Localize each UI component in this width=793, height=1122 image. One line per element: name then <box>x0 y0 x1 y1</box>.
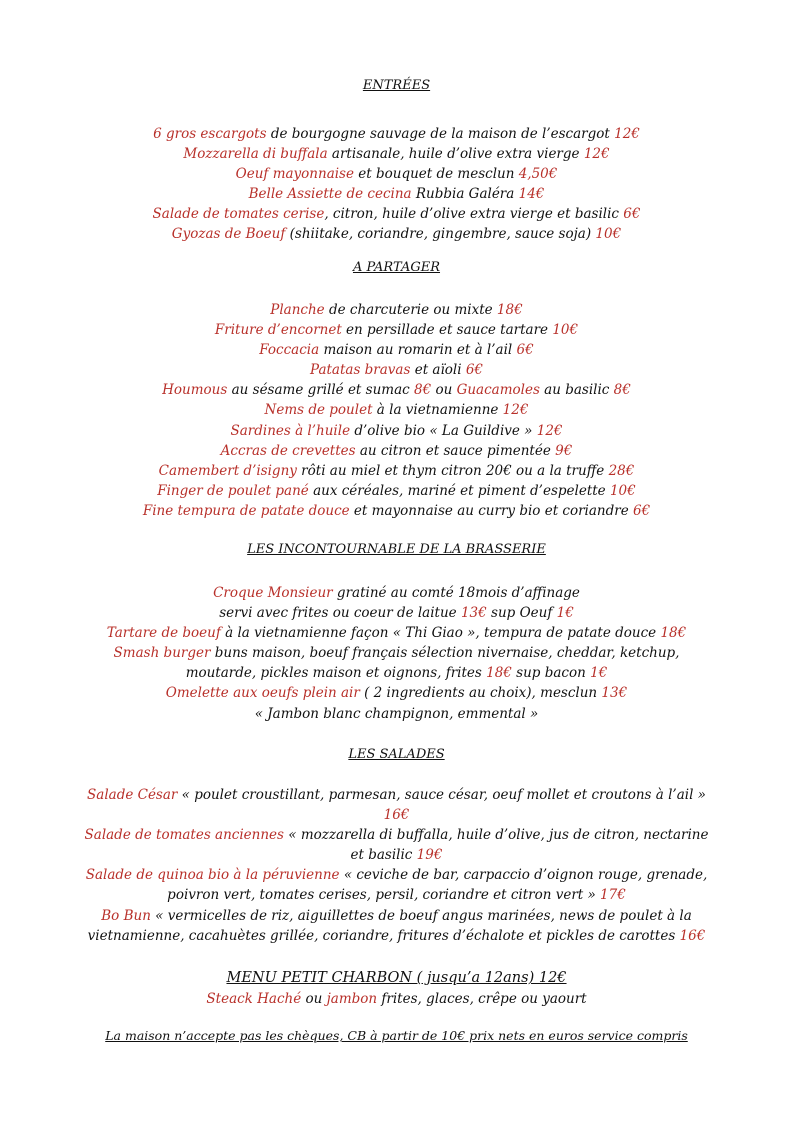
menu-line <box>0 885 793 905</box>
menu-highlight-text: 10€ <box>552 322 579 339</box>
menu-highlight-text: Salade de quinoa bio à la péruvienne <box>85 867 340 884</box>
menu-line <box>0 224 793 244</box>
menu-highlight-text: 28€ <box>608 462 635 479</box>
menu-highlight-text: Foccacia <box>259 342 320 359</box>
menu-text: au basilic <box>539 382 614 399</box>
menu-text: Rubbia Galéra <box>411 186 519 203</box>
menu-line <box>0 320 793 340</box>
section-partager <box>0 258 793 521</box>
menu-text: sup Oeuf <box>486 605 557 622</box>
menu-highlight-text: Nems de poulet <box>264 402 373 419</box>
section-incontournables <box>0 540 793 724</box>
menu-highlight-text: Fine tempura de patate douce <box>142 502 350 519</box>
menu-highlight-text: Accras de crevettes <box>220 442 356 459</box>
menu-line <box>0 380 793 400</box>
menu-line <box>0 441 793 461</box>
menu-highlight-text: Steack Haché <box>206 991 302 1007</box>
menu-text: aux céréales, mariné et piment d’espelette <box>308 482 610 499</box>
menu-line <box>0 400 793 420</box>
menu-highlight-text: 8€ <box>613 382 631 399</box>
menu-line <box>0 805 793 825</box>
section-entrees <box>0 76 793 245</box>
menu-line <box>0 164 793 184</box>
menu-line <box>0 204 793 224</box>
menu-highlight-text: 10€ <box>595 226 622 243</box>
menu-enfant-title: MENU PETIT CHARBON ( jusqu’a 12ans) 12€ <box>226 970 567 986</box>
menu-text: et basilic <box>350 847 417 864</box>
partager-list <box>0 300 793 521</box>
menu-line <box>0 643 793 663</box>
menu-line <box>0 583 793 603</box>
menu-highlight-text: 16€ <box>383 807 410 824</box>
menu-text: sup bacon <box>511 665 591 682</box>
menu-line <box>0 461 793 481</box>
menu-text: au citron et sauce pimentée <box>355 442 556 459</box>
menu-highlight-text: Mozzarella di buffala <box>183 146 328 163</box>
menu-line <box>0 906 793 926</box>
menu-line <box>0 825 793 845</box>
menu-highlight-text: 13€ <box>460 605 487 622</box>
menu-text: artisanale, huile d’olive extra vierge <box>327 146 584 163</box>
menu-highlight-text: Friture d’encornet <box>214 322 342 339</box>
menu-highlight-text: 8€ <box>413 382 432 399</box>
menu-highlight-text: 6€ <box>623 206 641 223</box>
menu-highlight-text: 10€ <box>609 482 636 499</box>
menu-text: et aïoli <box>410 362 466 379</box>
menu-line <box>0 865 793 885</box>
menu-line <box>0 340 793 360</box>
menu-highlight-text: 12€ <box>502 402 529 419</box>
menu-highlight-text: 17€ <box>600 887 626 904</box>
menu-line <box>0 926 793 946</box>
menu-highlight-text: Bo Bun <box>101 907 151 924</box>
entrees-list <box>0 124 793 245</box>
menu-highlight-text: Tartare de boeuf <box>106 625 221 642</box>
menu-text: ou <box>431 382 457 399</box>
menu-highlight-text: jambon <box>326 991 378 1007</box>
menu-highlight-text: Patatas bravas <box>309 362 411 379</box>
menu-text: , citron, huile d’olive extra vierge et basilic <box>324 206 624 223</box>
menu-text: servi avec frites ou coeur de laitue <box>219 605 461 622</box>
menu-highlight-text: Houmous <box>162 382 228 399</box>
menu-text: « vermicelles de riz, aiguillettes de boeuf angus marinées, news de poulet à la <box>150 907 692 924</box>
menu-highlight-text: Finger de poulet pané <box>157 482 309 499</box>
menu-text: en persillade et sauce tartare <box>341 322 553 339</box>
menu-text: ou <box>301 991 327 1007</box>
menu-text: vietnamienne, cacahuètes grillée, coriandre, fritures d’échalote et pickles de carottes <box>87 927 680 944</box>
menu-highlight-text: Salade de tomates cerise <box>152 206 325 223</box>
menu-text: d’olive bio « La Guildive » <box>350 422 537 439</box>
menu-highlight-text: 18€ <box>486 665 512 682</box>
menu-highlight-text: Camembert d’isigny <box>158 462 297 479</box>
menu-highlight-text: 19€ <box>416 847 443 864</box>
menu-text: de bourgogne sauvage de la maison de l’escargot <box>266 126 615 142</box>
menu-highlight-text: Smash burger <box>113 645 211 662</box>
incontournables-list <box>0 583 793 724</box>
menu-line <box>0 144 793 164</box>
menu-highlight-text: 18€ <box>660 625 687 642</box>
menu-text: ( 2 ingredients au choix), mesclun <box>359 685 602 702</box>
menu-text: et bouquet de mesclun <box>353 166 519 183</box>
menu-line <box>0 481 793 501</box>
section-title-entrees: ENTRÉES <box>362 78 431 93</box>
menu-text: buns maison, boeuf français sélection nivernaise, cheddar, ketchup, <box>210 645 680 662</box>
menu-highlight-text: 18€ <box>496 302 523 318</box>
menu-line <box>0 184 793 204</box>
menu-highlight-text: Planche <box>270 302 325 318</box>
menu-line <box>0 845 793 865</box>
footer-note: La maison n’accepte pas les chèques, CB à partir de 10€ prix nets en euros service compris <box>105 1028 688 1043</box>
menu-highlight-text: 6 gros escargots <box>153 126 267 142</box>
menu-text: « mozzarella di buffalla, huile d’olive, jus de citron, nectarine <box>283 827 709 844</box>
menu-highlight-text: 1€ <box>556 605 574 622</box>
menu-highlight-text: 9€ <box>555 442 573 459</box>
menu-highlight-text: Gyozas de Boeuf <box>171 226 286 243</box>
menu-line <box>0 603 793 623</box>
menu-highlight-text: 14€ <box>518 186 545 203</box>
menu-highlight-text: 12€ <box>583 146 610 163</box>
menu-highlight-text: Sardines à l’huile <box>230 422 351 439</box>
menu-highlight-text: Oeuf mayonnaise <box>235 166 354 183</box>
menu-enfant-line <box>0 989 793 1009</box>
menu-text: à la vietnamienne <box>372 402 503 419</box>
menu-highlight-text: 6€ <box>465 362 484 379</box>
menu-line <box>0 300 793 320</box>
menu-line <box>0 704 793 724</box>
salades-list <box>0 785 793 946</box>
menu-highlight-text: 12€ <box>536 422 563 439</box>
menu-line <box>0 421 793 441</box>
menu-line <box>0 501 793 521</box>
menu-line <box>0 360 793 380</box>
menu-text: moutarde, pickles maison et oignons, frites <box>185 665 487 682</box>
menu-highlight-text: Salade César <box>87 787 178 803</box>
menu-text: « ceviche de bar, carpaccio d’oignon rouge, grenade, <box>339 867 708 884</box>
menu-line <box>0 663 793 683</box>
menu-highlight-text: Salade de tomates anciennes <box>84 827 284 844</box>
menu-line <box>0 623 793 643</box>
menu-text: de charcuterie ou mixte <box>324 302 497 318</box>
menu-highlight-text: Guacamoles <box>456 382 540 399</box>
section-menu-enfant <box>0 967 793 1009</box>
menu-text: poivron vert, tomates cerises, persil, coriandre et citron vert » <box>167 887 601 904</box>
menu-text: « poulet croustillant, parmesan, sauce césar, oeuf mollet et croutons à l’ail » <box>177 787 706 803</box>
menu-highlight-text: 4,50€ <box>518 166 558 183</box>
section-title-salades: LES SALADES <box>348 747 445 762</box>
menu-text: frites, glaces, crêpe ou yaourt <box>377 991 587 1007</box>
menu-line <box>0 683 793 703</box>
menu-highlight-text: 6€ <box>632 502 651 519</box>
menu-text: gratiné au comté 18mois d’affinage <box>332 585 580 601</box>
menu-text: et mayonnaise au curry bio et coriandre <box>349 502 633 519</box>
menu-text: à la vietnamienne façon « Thi Giao », tempura de patate douce <box>220 625 661 642</box>
menu-text: maison au romarin et à l’ail <box>319 342 517 359</box>
footer-section <box>0 1027 793 1045</box>
menu-highlight-text: Croque Monsieur <box>213 585 333 601</box>
menu-text: « Jambon blanc champignon, emmental » <box>254 705 539 722</box>
menu-highlight-text: 16€ <box>679 927 706 944</box>
section-title-incontournables: LES INCONTOURNABLE DE LA BRASSERIE <box>247 542 546 557</box>
menu-text: au sésame grillé et sumac <box>227 382 414 399</box>
section-salades <box>0 745 793 946</box>
menu-highlight-text: 1€ <box>590 665 608 682</box>
menu-highlight-text: 12€ <box>614 126 640 142</box>
menu-text: rôti au miel et thym citron 20€ ou a la truffe <box>296 462 609 479</box>
menu-text: (shiitake, coriandre, gingembre, sauce soja) <box>285 226 596 243</box>
menu-highlight-text: 6€ <box>516 342 534 359</box>
menu-line <box>0 785 793 805</box>
section-title-partager: A PARTAGER <box>352 260 441 275</box>
menu-line <box>0 124 793 144</box>
menu-highlight-text: 13€ <box>601 685 628 702</box>
menu-highlight-text: Belle Assiette de cecina <box>248 186 412 203</box>
menu-highlight-text: Omelette aux oeufs plein air <box>165 685 360 702</box>
